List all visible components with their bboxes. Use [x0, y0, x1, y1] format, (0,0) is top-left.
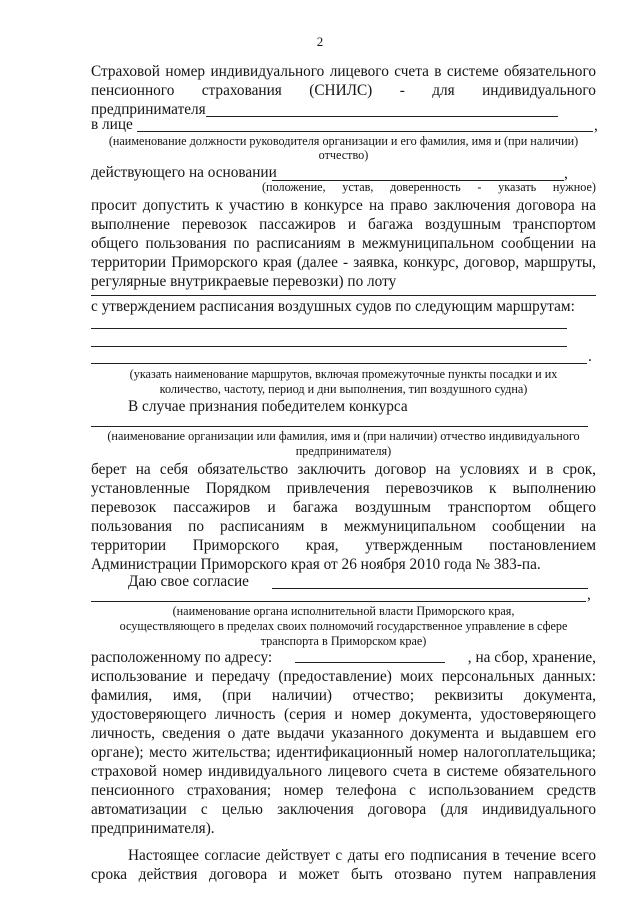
word: пенсионного	[91, 82, 175, 99]
consent-text-5: органе); место жительства; идентификационный номер налогоплательщика;	[91, 744, 596, 761]
obligation-line-6: Администрации Приморского края от 26 ноября 2010 года № 383-па.	[91, 556, 541, 573]
obligation-line-3: перевозок пассажиров и багажа воздушным транспортом общего	[91, 499, 596, 516]
caption-routes-2: количество, частоту, период и дни выполнения, тип воздушного судна)	[159, 382, 528, 396]
snils-line-2	[91, 82, 596, 100]
consent-blank-2[interactable]	[91, 601, 586, 602]
comma: ,	[594, 117, 598, 134]
consent-text-2: фамилия, имя, (при наличии) отчество; реквизиты документа,	[91, 687, 596, 704]
caption-authority-3: транспорта в Приморском крае)	[260, 634, 427, 648]
snils-entrepreneur-label: предпринимателя	[91, 101, 206, 118]
consent-text-7: пенсионного страхования; номер телефона с использованием средств	[91, 782, 596, 799]
word: -	[399, 82, 405, 99]
consent-text-8: автоматизации с целью заключения договора (для индивидуального	[91, 801, 596, 818]
request-line-4: территории Приморского края (далее - заявка, конкурс, договор, маршруты,	[91, 254, 596, 271]
word: для	[432, 82, 455, 99]
request-line-5: регулярные внутрикраевые перевозки) по лоту	[91, 273, 397, 290]
obligation-line-4: пользования по расписаниям в межмуниципальном сообщении на	[91, 518, 596, 535]
validity-line-2: срока действия договора и может быть отозвано путем направления	[91, 866, 596, 883]
lot-blank[interactable]	[91, 295, 596, 296]
obligation-line-1: берет на себя обязательство заключить договор на условиях и в срок,	[91, 461, 596, 478]
request-line-2: выполнение перевозок пассажиров и багажа воздушным транспортом	[91, 216, 596, 233]
obligation-line-5: территории Приморского края, утвержденным постановлением	[91, 537, 596, 554]
request-line-3: общего пользования по расписаниям в межмуниципальном сообщении на	[91, 235, 596, 252]
caption-authority-2: осуществляющего в пределах своих полномочий государственное управление в сфере	[119, 619, 568, 633]
comma: ,	[587, 586, 591, 603]
obligation-line-2: установленные Порядком привлечения перевозчиков к выполнению	[91, 480, 596, 497]
route-blank-1[interactable]	[91, 328, 567, 329]
consent-blank-1[interactable]	[272, 588, 588, 589]
caption-basis: (положение, устав, доверенность - указать нужное)	[262, 180, 596, 194]
route-blank-2[interactable]	[91, 346, 567, 347]
word: страхования	[201, 82, 282, 99]
request-line-1: просит допустить к участию в конкурсе на право заключения договора на	[91, 197, 596, 214]
comma: ,	[564, 165, 568, 182]
caption-authority: (наименование органа исполнительной власти Приморского края,	[172, 604, 515, 618]
consent-text-4: личность, сведения о дате выдачи указанного документа и выдавшем его	[91, 725, 596, 742]
caption-routes: (указать наименование маршрутов, включая промежуточные пункты посадки и их	[129, 367, 558, 381]
consent-text-3: удостоверяющего личность (серия и номер документа, удостоверяющего	[91, 706, 596, 723]
caption-winner: (наименование организации или фамилия, имя и (при наличии) отчество индивидуального	[107, 429, 580, 443]
word: индивидуального	[482, 82, 596, 99]
caption-representative: (наименование должности руководителя организации и его фамилия, имя и (при наличии)	[108, 134, 579, 148]
page-number: 2	[316, 34, 324, 49]
winner-blank[interactable]	[91, 426, 588, 427]
validity-line-1: Настоящее согласие действует с даты его подписания в течение всего	[128, 847, 596, 864]
period: .	[588, 348, 592, 365]
caption-representative-2: отчество)	[318, 148, 369, 162]
represented-by-label: в лице	[91, 116, 133, 133]
consent-text-1: использование и передачу (предоставление) моих персональных данных:	[91, 668, 596, 685]
consent-line: Даю свое согласие	[128, 573, 249, 590]
word: (СНИЛС)	[309, 82, 373, 99]
acting-basis-label: действующего на основании	[91, 164, 277, 181]
consent-text-6: страховой номер индивидуального лицевого счета в системе обязательного	[91, 763, 596, 780]
address-line	[91, 649, 596, 667]
address-label: расположенному по адресу:	[91, 649, 273, 666]
routes-label: с утверждением расписания воздушных судов по следующим маршрутам:	[91, 298, 575, 315]
address-blank[interactable]	[295, 649, 445, 663]
caption-winner-2: предпринимателя)	[295, 444, 392, 458]
winner-line: В случае признания победителем конкурса	[128, 398, 408, 415]
representative-blank[interactable]	[137, 131, 593, 132]
route-blank-3[interactable]	[91, 363, 587, 364]
address-tail: , на сбор, хранение,	[467, 649, 596, 666]
snils-line: Страховой номер индивидуального лицевого счета в системе обязательного	[91, 63, 596, 80]
consent-text-9: предпринимателя).	[91, 820, 215, 837]
